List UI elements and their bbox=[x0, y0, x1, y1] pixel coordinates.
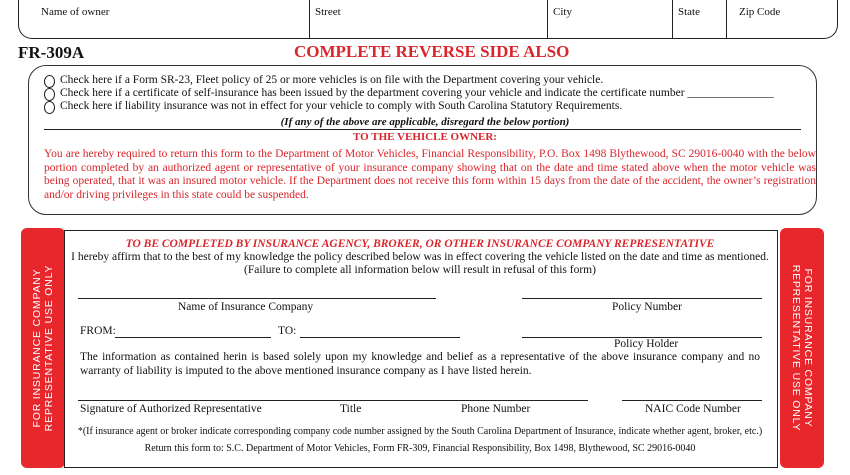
policy-number-label: Policy Number bbox=[612, 301, 682, 313]
fleet-policy-label: Check here if a Form SR-23, Fleet policy of 25 or more vehicles is on file with the Department covering your vehicle. bbox=[60, 74, 604, 86]
agency-heading: TO BE COMPLETED BY INSURANCE AGENCY, BROKER, OR OTHER INSURANCE COMPANY REPRESENTATIVE bbox=[125, 238, 715, 250]
to-date-input[interactable] bbox=[300, 337, 460, 338]
divider bbox=[726, 0, 727, 38]
owner-address-row bbox=[18, 0, 838, 39]
policy-holder-label: Policy Holder bbox=[614, 338, 679, 350]
side-bar-text: FOR INSURANCE COMPANY REPRESENTATIVE USE ONLY bbox=[31, 264, 55, 432]
signature-label: Signature of Authorized Representative bbox=[80, 403, 262, 415]
street-label: Street bbox=[315, 6, 341, 18]
affirmation: I hereby affirm that to the best of my knowledge the policy described below was in effect covering the vehicle listed on the date and time as mentioned. bbox=[71, 251, 769, 263]
owner-name-label: Name of owner bbox=[41, 6, 110, 18]
if-any-note: (If any of the above are applicable, disregard the below portion) bbox=[280, 116, 570, 128]
return-address: Return this form to: S.C. Department of Motor Vehicles, Form FR-309, Financial Responsibility, Box 1498, Blythewood, SC 29016-0040 bbox=[144, 443, 696, 454]
disclaimer: The information as contained herin is based solely upon my knowledge and belief as a representative of the above insurance company and no warranty of liability is imputed to the above mentioned insurance company as I have listed herein. bbox=[80, 351, 760, 377]
naic-code-label: NAIC Code Number bbox=[645, 403, 741, 415]
footnote: *(If insurance agent or broker indicate corresponding company code number assigned by the South Carolina Department of Insurance, indicate whether agent, broker, etc.) bbox=[77, 426, 763, 437]
self-insurance-checkbox[interactable] bbox=[44, 88, 55, 101]
divider bbox=[547, 0, 548, 38]
no-liability-label: Check here if liability insurance was not in effect for your vehicle to comply with South Carolina Statutory Requirements. bbox=[60, 100, 623, 112]
policy-number-input[interactable] bbox=[522, 298, 762, 299]
from-date-input[interactable] bbox=[115, 337, 271, 338]
phone-number-label: Phone Number bbox=[461, 403, 531, 415]
naic-code-input[interactable] bbox=[622, 400, 762, 401]
insurance-company-label: Name of Insurance Company bbox=[178, 301, 314, 313]
side-bar-text: FOR INSURANCE COMPANY REPRESENTATIVE USE ONLY bbox=[790, 264, 814, 432]
no-liability-checkbox[interactable] bbox=[44, 101, 55, 114]
divider bbox=[44, 129, 801, 130]
complete-reverse-notice: COMPLETE REVERSE SIDE ALSO bbox=[294, 42, 570, 61]
failure-note: (Failure to complete all information below will result in refusal of this form) bbox=[244, 264, 596, 276]
form-id: FR-309A bbox=[18, 43, 85, 62]
self-insurance-label: Check here if a certificate of self-insurance has been issued by the department covering your vehicle and indicate the certificate number _______________ bbox=[60, 87, 774, 99]
divider bbox=[309, 0, 310, 38]
from-label: FROM: bbox=[80, 325, 116, 337]
side-bar-left bbox=[21, 228, 65, 468]
city-label: City bbox=[553, 6, 572, 18]
title-label: Title bbox=[340, 403, 362, 415]
state-label: State bbox=[678, 6, 700, 18]
divider bbox=[672, 0, 673, 38]
signature-input[interactable] bbox=[78, 400, 588, 401]
fleet-policy-checkbox[interactable] bbox=[44, 75, 55, 88]
insurance-company-input[interactable] bbox=[78, 298, 436, 299]
to-label: TO: bbox=[278, 325, 297, 337]
owner-instructions: You are hereby required to return this form to the Department of Motor Vehicles, Financial Responsibility, P.O. Box 1498 Blythewood, SC 29016-0040 with the below portion completed by an authorized agent or representative of your insurance company showing that on the date and time stated above when the motor vehicle was being operated, that it was an insured motor vehicle. If the Department does not receive this form within 15 days from the date of the accident, the owner’s registration and/or driving privileges in this state could be suspended. bbox=[44, 148, 816, 201]
side-bar-right bbox=[780, 228, 824, 468]
owner-heading: TO THE VEHICLE OWNER: bbox=[353, 131, 497, 143]
zip-code-label: Zip Code bbox=[739, 6, 781, 18]
